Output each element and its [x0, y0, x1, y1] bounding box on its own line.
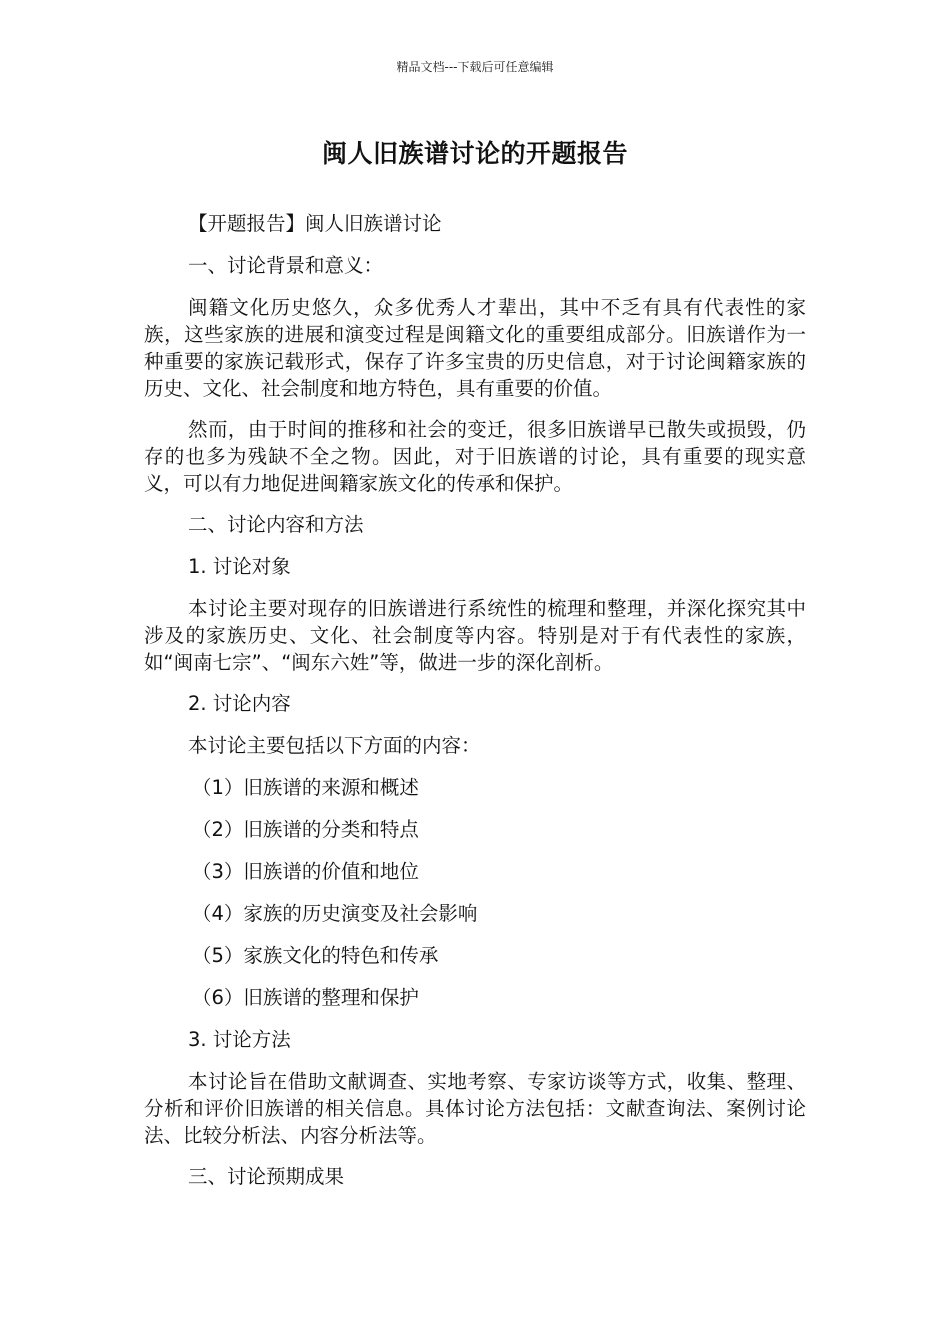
list-item: （4）家族的历史演变及社会影响 [192, 902, 478, 925]
list-item: （3）旧族谱的价值和地位 [192, 860, 419, 883]
section-2-heading: 二、讨论内容和方法 [188, 513, 364, 536]
section-2-3-heading: 3. 讨论方法 [188, 1028, 291, 1051]
document-body [144, 210, 806, 1205]
header-note: 精品文档---下载后可任意编辑 [396, 60, 554, 74]
list-item: （6）旧族谱的整理和保护 [192, 986, 419, 1009]
section-2-2-heading: 2. 讨论内容 [188, 692, 291, 715]
section-2-1-paragraph: 本讨论主要对现存的旧族谱进行系统性的梳理和整理，并深化探究其中涉及的家族历史、文化、社会制度等内容。特别是对于有代表性的家族，如“闽南七宗”、“闽东六姓”等，做进一步的深化剖析。 [144, 597, 806, 674]
list-item: （2）旧族谱的分类和特点 [192, 818, 419, 841]
list-item: （1）旧族谱的来源和概述 [192, 776, 419, 799]
section-1-paragraph-1: 闽籍文化历史悠久，众多优秀人才辈出，其中不乏有具有代表性的家族，这些家族的进展和演变过程是闽籍文化的重要组成部分。旧族谱作为一种重要的家族记载形式，保存了许多宝贵的历史信息，对于讨论闽籍家族的历史、文化、社会制度和地方特色，具有重要的价值。 [144, 296, 806, 400]
list-item: （5）家族文化的特色和传承 [192, 944, 439, 967]
section-1-paragraph-2: 然而，由于时间的推移和社会的变迁，很多旧族谱早已散失或损毁，仍存的也多为残缺不全之物。因此，对于旧族谱的讨论，具有重要的现实意义，可以有力地促进闽籍家族文化的传承和保护。 [144, 418, 806, 495]
section-2-1-heading: 1. 讨论对象 [188, 555, 291, 578]
section-2-3-paragraph: 本讨论旨在借助文献调查、实地考察、专家访谈等方式，收集、整理、分析和评价旧族谱的相关信息。具体讨论方法包括：文献查询法、案例讨论法、比较分析法、内容分析法等。 [144, 1070, 806, 1147]
section-1-heading: 一、讨论背景和意义： [188, 254, 384, 277]
section-2-2-intro: 本讨论主要包括以下方面的内容： [188, 734, 481, 757]
page-title: 闽人旧族谱讨论的开题报告 [321, 139, 628, 168]
section-3-heading: 三、讨论预期成果 [188, 1165, 345, 1188]
intro-line: 【开题报告】闽人旧族谱讨论 [188, 212, 442, 235]
